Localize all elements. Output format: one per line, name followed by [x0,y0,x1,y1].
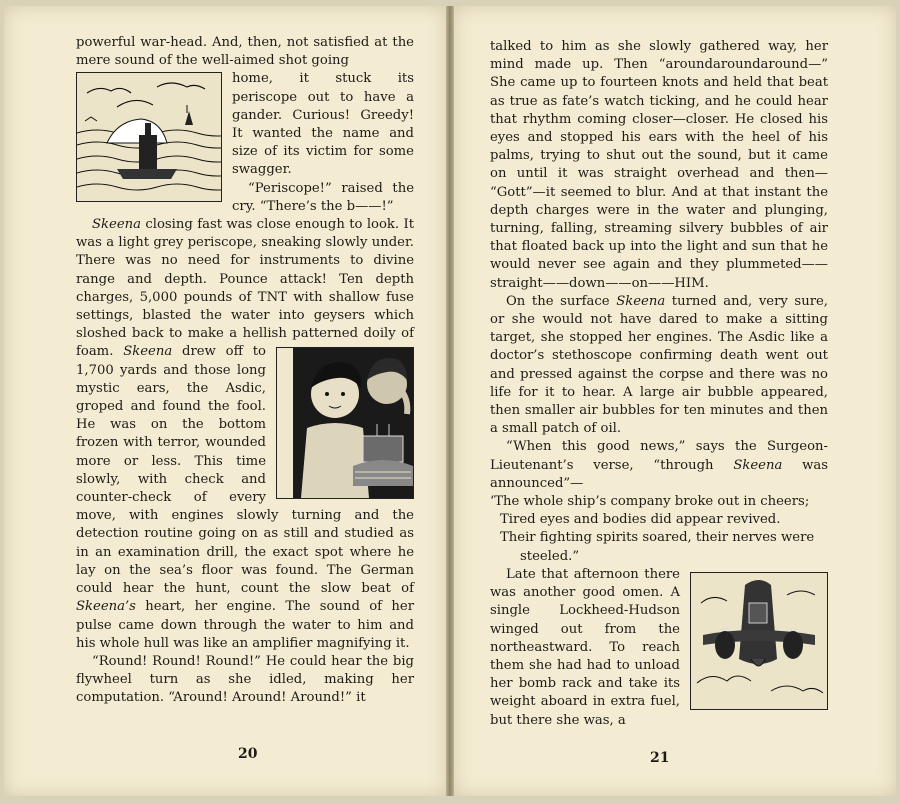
right-page-text [490,38,828,730]
text-line: was announced”— [490,457,828,491]
paragraph [490,38,828,293]
book-gutter [446,6,454,796]
ship-name: Skeena [616,293,666,309]
left-page [4,6,446,796]
paragraph [76,216,414,653]
verse-line: ‘The whole ship’s company broke out in cheers; [490,494,810,510]
text-line: turned and, very sure, or she would not have dared to make a sitting target, she stopped her engines. The Asdic like a doctor’s stethoscope confirming death went out and pressed against the corpse and there was no life for it to hear. A large air bubble appeared, then smaller air bubbles for ten minutes and then a small patch of oil. [490,293,828,437]
page-number: 20 [238,746,258,762]
right-page [454,6,896,796]
text-line: talked to him as she slowly gathered way, her mind made up. Then “aroundaroundaround—” She came up to fourteen knots and held that beat as true as fate’s watch ticking, and he could hear that rhythm coming closer—closer. He closed his eyes and stopped his ears with the heel of his palms, trying to shut out the sound, but it came on until it was straight overhead and then— “Gott”—it seemed to blur. And at that instant the depth charges were in the water and plunging, turning, falling, streaming silvery bubbles of air that floated back up into the light and sun that he would never see again and they plummeted——straight——down——on——HIM. [490,39,828,291]
paragraph [490,438,828,493]
text-line: “When this good news,” says the Surgeon-Lieutenant’s verse, “through [490,439,828,473]
paragraph [76,653,414,708]
text-line: “Round! Round! Round!” He could hear the big flywheel turn as she idled, making her computation. “Around! Around! Around!” it [76,653,414,706]
verse-line: Their fighting spirits soared, their nerves were [500,530,815,546]
aircraft-illustration [690,572,828,710]
submarine-drawing [77,73,221,201]
text-line: On the surface [506,293,617,309]
text-line: home, it stuck its periscope out to have a gander. Curious! Greedy! It wanted the name and size of its victim for some swagger. [232,71,414,178]
crew-illustration [276,347,414,499]
text-line: “Periscope!” raised the cry. “There’s the b——!” [232,180,414,214]
crew-drawing [293,348,414,498]
text-line: drew off to 1,700 yards and those long mystic ears, the Asdic, groped and found the fool. He was on the bottom frozen with terror, wounded more or less. This time slowly, with check and counter-check of every move, with engines slowly turning and the detection routine going on as still and studied as in an examination drill, the exact spot where he lay on the sea’s floor was found. The German could hear the hunt, count the slow beat of [76,344,414,597]
page-number: 21 [650,750,670,766]
submarine-illustration [76,72,222,202]
verse-line: steeled.” [520,548,580,564]
ship-name: Skeena [123,344,173,360]
text-line: Late that afternoon there was another good omen. A single Lockheed-Hudson winged out from the northeastward. To reach them she had had to unload her bomb rack and take its weight aboard in extra fuel, but there she was, a [490,566,680,728]
ship-name: Skeena [92,217,141,233]
ship-name: Skeena [733,457,783,473]
text-line: closing fast was close enough to look. It was a light grey periscope, sneaking slowly under. There was no need for instruments to divine range and depth. Pounce attack! Ten depth charges, 5,000 pounds of TNT with shallow fuse settings, blasted the water into geysers which sloshed back to make a hellish patterned doily of foam. [76,217,414,360]
verse-line: Tired eyes and bodies did appear revived. [500,512,781,528]
aircraft-drawing [691,573,827,709]
ship-name: Skeena’s [76,599,136,615]
paragraph [490,293,828,439]
text-line: powerful war-head. And, then, not satisfied at the mere sound of the well-aimed shot going [76,35,414,69]
paragraph [76,34,414,70]
verse-quote [490,493,828,566]
left-page-text [76,34,414,708]
text-line: heart, her engine. The sound of her pulse came down through the water to him and his whole hull was like an amplifier magnifying it. [76,599,414,651]
